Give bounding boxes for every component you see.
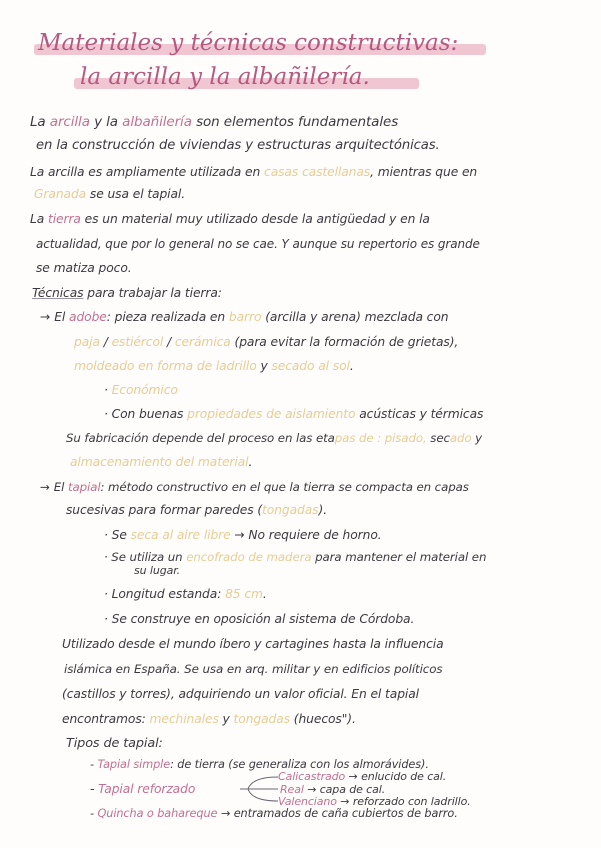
arrow-icon: →	[40, 310, 51, 324]
bullet-item: · Se construye en oposición al sistema de Córdoba.	[104, 612, 415, 626]
intro-line: Granada se usa el tapial.	[34, 187, 186, 201]
keyword-granada: Granada	[34, 187, 87, 201]
bullet-item: · Se utiliza un encofrado de madera para mantener el material en	[104, 550, 487, 564]
tipo-subitem: Valenciano → reforzado con ladrillo.	[278, 795, 471, 808]
intro-line: La tierra es un material muy utilizado desde la antigüedad y en la	[30, 212, 430, 226]
tapial-paragraph: Utilizado desde el mundo íbero y cartagines hasta la influencia	[62, 637, 444, 651]
arrow-icon: →	[40, 480, 50, 494]
tapial-paragraph: islámica en España. Se usa en arq. militar y en edificios políticos	[64, 662, 443, 676]
keyword-adobe: adobe	[69, 310, 107, 324]
bullet-item: · Económico	[104, 383, 178, 397]
keyword-tapial: tapial	[67, 480, 101, 494]
tipos-heading: Tipos de tapial:	[66, 736, 163, 751]
keyword-tierra: tierra	[48, 212, 81, 226]
intro-line: se matiza poco.	[36, 261, 132, 275]
tipo-item: - Tapial reforzado	[90, 782, 196, 796]
keyword-barro: barro	[228, 310, 262, 324]
section-heading-tecnicas: Técnicas para trabajar la tierra:	[32, 286, 222, 300]
tipo-item: - Tapial simple: de tierra (se generaliza con los almorávides).	[90, 758, 429, 771]
tipo-subitem: Calicastrado → enlucido de cal.	[278, 770, 447, 783]
intro-line: en la construcción de viviendas y estructuras arquitectónicas.	[36, 138, 440, 153]
tapial-line: sucesivas para formar paredes (tongadas).	[66, 503, 328, 517]
brace-icon	[238, 774, 280, 804]
tipo-subitem: Real → capa de cal.	[280, 783, 386, 796]
bullet-item: · Longitud estanda: 85 cm.	[104, 587, 267, 601]
page-subtitle: la arcilla y la albañilería.	[80, 64, 370, 90]
adobe-line: Su fabricación depende del proceso en las etapas de : pisado, secado y	[66, 431, 483, 445]
tapial-paragraph: (castillos y torres), adquiriendo un valor oficial. En el tapial	[62, 687, 419, 701]
intro-line: La arcilla y la albañilería son elementos fundamentales	[30, 114, 399, 130]
page-title: Materiales y técnicas constructivas:	[38, 30, 459, 56]
tapial-paragraph: encontramos: mechinales y tongadas (huecos").	[62, 712, 356, 726]
intro-line: La arcilla es ampliamente utilizada en casas castellanas, mientras que en	[30, 165, 478, 179]
tipo-item: - Quincha o bahareque → entramados de caña cubiertos de barro.	[90, 807, 458, 820]
title-block	[30, 26, 590, 94]
bullet-item: · Se seca al aire libre → No requiere de horno.	[104, 528, 382, 542]
adobe-line: almacenamiento del material.	[70, 455, 253, 469]
bullet-item: · Con buenas propiedades de aislamiento acústicas y térmicas	[104, 407, 484, 421]
tapial-line: → El tapial: método constructivo en el que la tierra se compacta en capas	[40, 480, 469, 494]
intro-line: actualidad, que por lo general no se cae. Y aunque su repertorio es grande	[36, 237, 480, 251]
keyword-albanileria: albañilería	[122, 114, 192, 130]
keyword-casas-castellanas: casas castellanas	[264, 165, 371, 179]
keyword-arcilla: arcilla	[49, 114, 90, 130]
bullet-item: su lugar.	[134, 564, 181, 577]
adobe-line: paja / estiércol / cerámica (para evitar la formación de grietas),	[74, 335, 459, 349]
adobe-line: moldeado en forma de ladrillo y secado al sol.	[74, 359, 354, 373]
adobe-line: → El adobe: pieza realizada en barro (arcilla y arena) mezclada con	[40, 310, 449, 324]
